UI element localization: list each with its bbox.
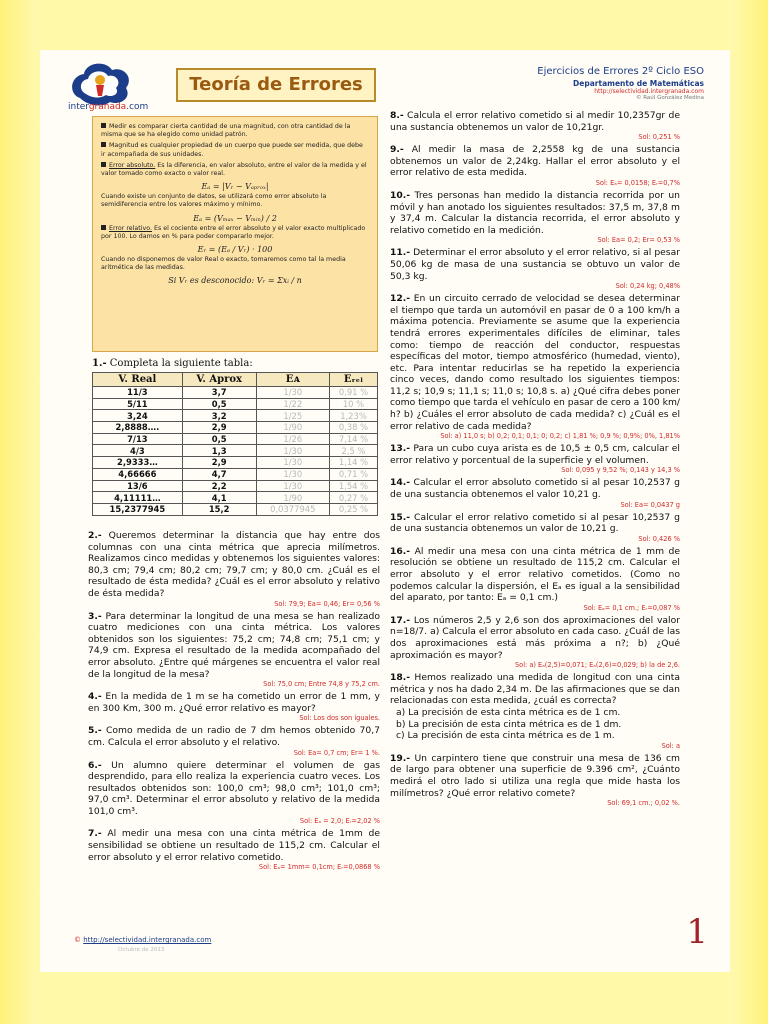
table-cell: 4,11111… <box>93 492 183 504</box>
bullet-icon <box>101 225 106 230</box>
exercise-solution: Sol: 75,0 cm; Entre 74,8 y 75,2 cm. <box>263 680 380 689</box>
exercise-number: 8.- <box>390 110 404 121</box>
table-cell: 15,2377945 <box>93 503 183 515</box>
table-cell: 15,2 <box>182 503 256 515</box>
page-number: 1 <box>686 912 708 952</box>
exercise-number: 12.- <box>390 293 411 305</box>
table-cell: 10 % <box>329 398 377 410</box>
exercise-solution: Sol: 0,24 kg; 0,48% <box>615 282 680 291</box>
theory-mean: Cuando no disponemos de valor Real o exacto, tomaremos como tal la media aritmética de las medidas. <box>101 256 346 272</box>
exercise-solution: Sol: 79,9; Ea= 0,46; Er= 0,56 % <box>274 599 380 608</box>
exercise-solution: Sol: 69,1 cm.; 0,02 %. <box>607 799 680 808</box>
exercise-solution: Sol: Ea= 0,2; Er= 0,53 % <box>597 236 680 245</box>
theory-relative-error: Error relativo. Es el cociente entre el error absoluto y el valor exacto multiplicado por 100. Lo damos en % para poder compararlo mejor. <box>101 224 366 240</box>
table-cell: 0,0377945 <box>256 503 329 515</box>
exercise-text: Como medida de un radio de 7 dm hemos obtenido 70,7 cm. Calcula el error absoluto y el relativo. <box>88 725 380 748</box>
exercise-text: Al medir la masa de 2,2558 kg de una sustancia obtenemos un valor de 2,24kg. Hallar el error absoluto y el error relativo de esta medida. <box>390 144 680 179</box>
table-row <box>93 457 378 469</box>
exercise-option: b) La precisión de esta cinta métrica es de 1 dm. <box>396 718 622 730</box>
exercise-number: 3.- <box>88 610 102 622</box>
table-row <box>93 503 378 515</box>
exercise-solution: Sol: Eₐ= 0,1 cm.; Eᵣ=0,087 % <box>583 603 680 612</box>
exercise-option: c) La precisión de esta cinta métrica es de 1 m. <box>396 730 615 742</box>
table-cell: 1/30 <box>256 445 329 457</box>
table-cell: 1,54 % <box>329 480 377 492</box>
exercise-solution: Sol: a <box>661 741 680 750</box>
exercise-number: 14.- <box>390 477 411 489</box>
header-info <box>537 66 704 101</box>
exercise-text: Para un cubo cuya arista es de 10,5 ± 0,5 cm, calcular el error relativo y porcentual de la superficie y el volumen. <box>390 443 680 466</box>
table-cell: 0,91 % <box>329 387 377 399</box>
theory-data-set: Cuando existe un conjunto de datos, se utilizará como error absoluto la semidiferencia entre los valores máximo y mínimo. <box>101 193 327 209</box>
page-border-left <box>0 0 40 1024</box>
exercise-item <box>88 530 380 609</box>
table-cell: 1/26 <box>256 433 329 445</box>
table-header-cell: Eᴀ <box>256 373 329 387</box>
exercise-number: 16.- <box>390 545 411 557</box>
exercise-number: 11.- <box>390 247 411 259</box>
exercise-number: 6.- <box>88 759 102 771</box>
exercise-item <box>390 190 680 245</box>
table-cell: 0,71 % <box>329 468 377 480</box>
exercise-solution: Sol: 0,426 % <box>638 534 680 543</box>
table-cell: 1/30 <box>256 468 329 480</box>
table-header-cell: V. Real <box>93 373 183 387</box>
table-cell: 3,24 <box>93 410 183 422</box>
exercise-solution: Sol: 0,251 % <box>638 133 680 142</box>
exercise-number: 19.- <box>390 752 411 764</box>
table-cell: 0,5 <box>182 433 256 445</box>
table-cell: 1/25 <box>256 410 329 422</box>
exercise-number: 7.- <box>88 828 102 840</box>
table-cell: 2,2 <box>182 480 256 492</box>
bullet-icon <box>101 142 106 147</box>
exercise-number: 13.- <box>390 443 411 455</box>
exercise-solution: Sol: a) Eₐ(2,5)=0,071; Eₐ(2,6)=0,029; b) la de 2,6. <box>514 661 680 670</box>
theory-measure: Medir es comparar cierta cantidad de una magnitud, con otra cantidad de la misma que se ha elegido como unidad patrón. <box>101 123 351 139</box>
exercise-text: Un carpintero tiene que construir una mesa de 136 cm de largo para obtener una superficie de 9.396 cm², ¿Cuánto medirá el otro lado si utiliza una regla que mide hasta los milímetros? ¿Qué error relativo comete? <box>390 752 680 799</box>
exercise-solution: Sol: Eₐ = 2,0; Eᵣ=2,02 % <box>299 817 380 826</box>
exercise-text: Un alumno quiere determinar el volumen de gas desprendido, para ello realiza la experiencia cuatro veces. Los resultados obtenidos son: 100,0 cm³; 98,0 cm³; 101,0 cm³; 97,0 cm³. Determinar el error absoluto y relativo de la medida 101,0 cm³. <box>88 759 380 817</box>
table-cell: 5/11 <box>93 398 183 410</box>
table-header-cell: Eᵣₑₗ <box>329 373 377 387</box>
table-cell: 7/13 <box>93 433 183 445</box>
footer-date: Octubre de 2013 <box>118 947 165 953</box>
table-row <box>93 492 378 504</box>
exercise-solution: Sol: Los dos son iguales. <box>299 714 380 723</box>
table-cell: 1,3 <box>182 445 256 457</box>
exercise-text: Para determinar la longitud de una mesa se han realizado cuatro mediciones con una cinta métrica. Los valores obtenidos son los siguientes: 75,2 cm; 74,8 cm; 75,1 cm; y 74,9 cm. Expresa el resultado de la medida acompañado del error absoluto. ¿Entre qué márgenes se encuentra el valor real de la longitud de la mesa? <box>88 610 380 680</box>
table-row <box>93 422 378 434</box>
exercise-text: Calcular el error absoluto cometido si al pesar 10,2537 g de una sustancia obtenemos el valor 10,21 g. <box>390 477 680 501</box>
exercise-item <box>390 546 680 613</box>
table-cell: 1/90 <box>256 492 329 504</box>
table-cell: 13/6 <box>93 480 183 492</box>
page-title: Teoría de Errores <box>176 68 376 102</box>
table-cell: 1,14 % <box>329 457 377 469</box>
exercises-right-column <box>390 110 680 810</box>
formula-mean: Si Vᵣ es desconocido: Vᵣ = Σxᵢ / n <box>168 276 302 286</box>
exercise-text: Tres personas han medido la distancia recorrida por un móvil y han anotado los siguientes resultados: 37,5 m, 37,8 m y 37,4 m. Calcular la distancia recorrida, el error absoluto y relativo cometido en la medición. <box>390 189 680 236</box>
bullet-icon <box>101 162 106 167</box>
table-cell: 2,5 % <box>329 445 377 457</box>
exercise-text: Al medir una mesa con una cinta métrica de 1 mm de resolución se obtiene un resultado de 115,2 cm. Calcular el error absoluto y el error relativo cometidos. (Como no podemos calcular la dispersión, el Eₐ es igual a la sensibilidad del aparato, por tanto: Eₐ = 0,1 cm.) <box>390 545 680 604</box>
logo-wordmark: intergranada.com <box>68 102 149 112</box>
table-cell: 0,5 <box>182 398 256 410</box>
table-cell: 4,1 <box>182 492 256 504</box>
table-cell: 1/30 <box>256 387 329 399</box>
table-cell: 0,27 % <box>329 492 377 504</box>
table-row <box>93 445 378 457</box>
exercise-number: 15.- <box>390 511 411 523</box>
header-author: © Raúl González Medina <box>635 95 704 101</box>
exercise-text: Calcula el error relativo cometido si al medir 10,2357gr de una sustancia obtenemos un valor de 10,21gr. <box>390 110 680 133</box>
table-cell: 1,23% <box>329 410 377 422</box>
table-cell: 1/90 <box>256 422 329 434</box>
errors-table <box>92 372 378 516</box>
exercise-item <box>390 672 680 751</box>
exercise-item <box>88 828 380 872</box>
formula-absolute-error: Eₐ = |Vᵣ − Vₐₚᵣₒₓ| <box>201 182 269 192</box>
table-cell: 0,38 % <box>329 422 377 434</box>
theory-absolute-error: Error absoluto. Es la diferencia, en valor absoluto, entre el valor de la medida y el valor tomado como exacto o valor real. <box>101 161 367 178</box>
theory-box <box>92 116 378 352</box>
exercise-text: Hemos realizado una medida de longitud con una cinta métrica y nos ha dado 2,34 m. De las afirmaciones que se dan relacionadas con esta medida, ¿cuál es correcta? <box>390 672 680 707</box>
table-header-cell: V. Aprox <box>182 373 256 387</box>
exercise-item <box>390 293 680 441</box>
table-row <box>93 398 378 410</box>
table-cell: 3,7 <box>182 387 256 399</box>
exercise-number: 4.- <box>88 691 102 703</box>
exercise-number: 18.- <box>390 672 411 684</box>
exercise-text: En un circuito cerrado de velocidad se desea determinar el tiempo que tarda un automóvil en pasar de 0 a 100 km/h a máxima potencia. Previamente se asume que la experiencia tendrá errores experimentales difíciles de eliminar, tales como: tiempo de reacción del conductor, respuestas específicas del motor, tiempo atmosférico (humedad, viento), etc. Para intentar reducirlas se ha repetido la experiencia cinco veces, dando como resultado los siguientes tiempos: 11,2 s; 10,9 s; 11,1 s; 11,0 s; 10,8 s. a) ¿Qué cifra debes poner como tiempo que tarda el vehículo en pasar de cero a 100 km/ h? b) ¿Cuáles el error absoluto de cada medida? c) ¿Cuál es el error relativo de cada medida? <box>390 293 680 432</box>
exercise-solution: Sol: 0,095 y 9,52 %; 0,143 y 14,3 % <box>561 466 680 475</box>
table-row <box>93 410 378 422</box>
exercise-item <box>390 477 680 509</box>
exercise-item <box>390 443 680 475</box>
table-cell: 1/22 <box>256 398 329 410</box>
table-row <box>93 387 378 399</box>
formula-semidifference: Eₐ = (Vₘₐₓ − Vₘᵢₙ) / 2 <box>193 213 277 223</box>
bullet-icon <box>101 123 106 128</box>
exercise-solution: Sol: Eₐ= 0,0158; Eᵣ=0,7% <box>595 178 680 187</box>
exercise-item <box>390 247 680 291</box>
table-cell: 11/3 <box>93 387 183 399</box>
table-cell: 0,25 % <box>329 503 377 515</box>
header-course: Ejercicios de Errores 2º Ciclo ESO <box>537 66 704 77</box>
table-cell: 1/30 <box>256 480 329 492</box>
exercise-text: Queremos determinar la distancia que hay entre dos columnas con una cinta métrica que aprecia milímetros. Realizamos cinco medidas y obtenemos los siguientes valores: 80,3 cm; 79,4 cm; 80,2 cm; 79,7 cm; y 80,0 cm. ¿Cuál es el resultado de ésta medida? ¿Cuál es el error absoluto y relativo de ésta medida? <box>88 530 380 599</box>
exercise-number: 17.- <box>390 614 411 626</box>
table-row <box>93 480 378 492</box>
table-cell: 2,9333… <box>93 457 183 469</box>
exercise-item <box>390 512 680 544</box>
table-cell: 1/30 <box>256 457 329 469</box>
exercise-number: 5.- <box>88 725 102 737</box>
exercise-item <box>390 753 680 808</box>
exercise-solution: Sol: Eₐ= 1mm= 0,1cm; Eᵣ=0,0868 % <box>258 863 380 872</box>
exercise-text: Los números 2,5 y 2,6 son dos aproximaciones del valor n=18/7. a) Calcula el error absoluto en cada caso. ¿Cuál de las dos aproximaciones está más próxima a n?; b) ¿Qué aproximación es mayor? <box>390 614 680 661</box>
exercise-number: 10.- <box>390 189 411 201</box>
exercise-item <box>88 760 380 827</box>
exercise-item <box>390 615 680 670</box>
table-cell: 2,8888…. <box>93 422 183 434</box>
table-cell: 2,9 <box>182 457 256 469</box>
exercise-item <box>88 611 380 690</box>
exercise-text: Determinar el error absoluto y el error relativo, si al pesar 50,06 kg de masa de una sustancia se obtuvo un valor de 50,3 kg. <box>390 247 680 282</box>
exercise-item <box>390 144 680 188</box>
table-cell: 4/3 <box>93 445 183 457</box>
exercise-item <box>88 725 380 757</box>
table-cell: 4,66666 <box>93 468 183 480</box>
exercise-text: Al medir una mesa con una cinta métrica de 1mm de sensibilidad se obtiene un resultado de 115,2 cm. Calcular el error absoluto y el error relativo cometido. <box>88 828 380 863</box>
table-cell: 7,14 % <box>329 433 377 445</box>
table-row <box>93 433 378 445</box>
formula-relative-error: Eᵣ = (Eₐ / Vᵣ) · 100 <box>197 245 273 255</box>
exercise-text: Calcular el error relativo cometido si al pesar 10,2537 g de una sustancia obtenemos un valor de 10,21 g. <box>390 511 680 535</box>
header-department: Departamento de Matemáticas <box>573 79 704 88</box>
exercise-text: En la medida de 1 m se ha cometido un error de 1 mm, y en 300 Km, 300 m. ¿Qué error relativo es mayor? <box>88 691 380 714</box>
exercise-item <box>390 110 680 142</box>
exercises-left-column <box>88 530 380 874</box>
footer-link[interactable]: © http://selectividad.intergranada.com <box>74 936 212 944</box>
table-cell: 2,9 <box>182 422 256 434</box>
exercise-item <box>88 691 380 723</box>
exercise-solution: Sol: a) 11,0 s; b) 0,2; 0,1; 0,1; 0; 0,2; c) 1,81 %; 0,9 %; 0,9%; 0%, 1,81% <box>440 432 680 441</box>
exercise-solution: Sol: Ea= 0,0437 g <box>620 500 680 509</box>
exercise-number: 2.- <box>88 530 102 541</box>
table-row <box>93 468 378 480</box>
exercise-1-statement: 1.- Completa la siguiente tabla: <box>92 358 253 369</box>
header-url[interactable]: http://selectividad.intergranada.com <box>594 88 704 95</box>
page-border-right <box>730 0 768 1024</box>
exercise-solution: Sol: Ea= 0,7 cm; Er= 1 %. <box>293 748 380 757</box>
table-cell: 4,7 <box>182 468 256 480</box>
theory-magnitude: Magnitud es cualquier propiedad de un cuerpo que puede ser medida, que debe ir acompañada de sus unidades. <box>101 142 363 158</box>
exercise-number: 9.- <box>390 144 404 156</box>
table-cell: 3,2 <box>182 410 256 422</box>
exercise-option: a) La precisión de esta cinta métrica es de 1 cm. <box>396 706 621 718</box>
